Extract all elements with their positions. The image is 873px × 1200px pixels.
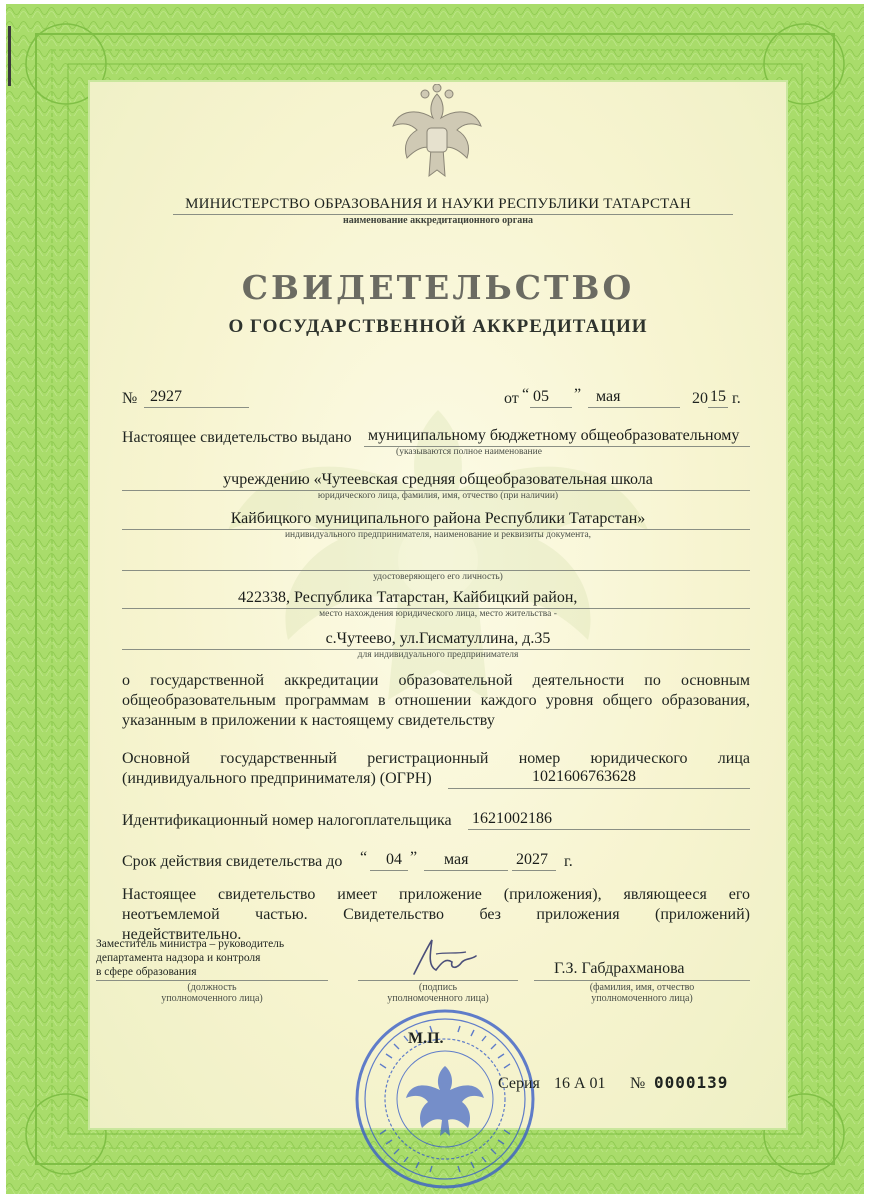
validity-month: мая — [444, 851, 469, 868]
series-value: 16 А 01 — [554, 1075, 606, 1092]
series-label: Серия — [498, 1075, 540, 1092]
ogrn-underline — [448, 788, 750, 789]
caption-name-1: (фамилия, имя, отчество — [589, 982, 695, 993]
year-mark: г. — [732, 390, 741, 407]
caption-name-2: уполномоченного лица) — [591, 993, 693, 1004]
validity-label: Срок действия свидетельства до — [122, 853, 343, 870]
seal-place-label: М.П. — [408, 1030, 444, 1047]
validity-open-quote: “ — [360, 849, 368, 866]
inn-value: 1621002186 — [472, 810, 552, 827]
ministry-caption: наименование аккредитационного органа — [342, 215, 534, 226]
issued-to-label: Настоящее свидетельство выдано — [122, 429, 352, 446]
issue-month: мая — [596, 388, 621, 405]
year-prefix: 20 — [692, 390, 708, 407]
year-underline — [708, 407, 728, 408]
signer-position-line-2: департамента надзора и контроля — [96, 952, 261, 964]
date-close-quote: ” — [574, 386, 582, 403]
appendix-text-line-1: Настоящее свидетельство имеет приложение (приложения), являющееся его — [122, 886, 750, 903]
certificate-inner-panel — [88, 80, 788, 1130]
caption-signature-1: (подпись — [418, 982, 458, 993]
caption-entrepreneur-residence: для индивидуального предпринимателя — [357, 650, 519, 660]
issued-to-line-1: муниципальному бюджетному общеобразовательному — [368, 427, 740, 444]
year-suffix: 15 — [710, 388, 726, 405]
official-seal-icon — [350, 1004, 540, 1194]
validity-close-quote: ” — [410, 849, 418, 866]
ogrn-value: 1021606763628 — [532, 768, 636, 785]
appendix-text-line-2: неотъемлемой частью. Свидетельство без приложения (приложений) — [122, 906, 750, 923]
series-number-label: № — [630, 1075, 646, 1092]
inn-underline — [468, 829, 750, 830]
address-line-2: с.Чутеево, ул.Гисматуллина, д.35 — [325, 630, 551, 647]
ogrn-label-line-2: (индивидуального предпринимателя) (ОГРН) — [122, 770, 432, 787]
signer-position-line-1: Заместитель министра – руководитель — [96, 938, 285, 950]
caption-signature-2: уполномоченного лица) — [387, 993, 489, 1004]
certificate-sheet — [6, 4, 864, 1194]
inn-label: Идентификационный номер налогоплательщика — [122, 812, 452, 829]
validity-year: 2027 — [516, 851, 548, 868]
signer-name: Г.З. Габдрахманова — [554, 960, 685, 977]
date-open-quote: “ — [522, 386, 530, 403]
appendix-text-line-3: недействительно. — [122, 926, 242, 943]
address-line-1: 422338, Республика Татарстан, Кайбицкий район, — [238, 589, 578, 606]
signature-underline — [358, 980, 518, 981]
validity-day: 04 — [386, 851, 402, 868]
page-title: СВИДЕТЕЛЬСТВО — [241, 268, 635, 307]
series-number: 0000139 — [654, 1073, 729, 1092]
signer-position-line-3: в сфере образования — [96, 966, 197, 978]
position-underline — [96, 980, 328, 981]
validity-day-underline — [370, 870, 408, 871]
validity-year-underline — [512, 870, 556, 871]
number-label: № — [122, 390, 138, 407]
scan-edge-mark — [8, 26, 11, 86]
accreditation-text-line-3: указанным в приложении к настоящему свидетельству — [122, 712, 495, 729]
issued-to-line-2: учреждению «Чутеевская средняя общеобразовательная школа — [223, 471, 653, 488]
validity-year-mark: г. — [564, 853, 573, 870]
date-from-label: от — [504, 390, 519, 407]
accreditation-text-line-2: общеобразовательным программам в отношении каждого уровня общего образования, — [122, 692, 750, 709]
accreditation-text-line-1: о государственной аккредитации образовательной деятельности по основным — [122, 672, 750, 689]
number-underline — [144, 407, 249, 408]
caption-identity: удостоверяющего его личность) — [373, 572, 503, 582]
ogrn-label-line-1: Основной государственный регистрационный номер юридического лица — [122, 750, 750, 767]
ministry-name: МИНИСТЕРСТВО ОБРАЗОВАНИЯ И НАУКИ РЕСПУБЛИКИ ТАТАРСТАН — [185, 196, 691, 212]
handwritten-signature-icon — [406, 932, 486, 982]
issue-day: 05 — [533, 388, 549, 405]
coat-of-arms-icon — [387, 84, 487, 194]
month-underline — [588, 407, 680, 408]
name-underline — [534, 980, 750, 981]
caption-position-1: (должность — [187, 982, 237, 993]
caption-full-name: (указываются полное наименование — [396, 447, 542, 457]
validity-month-underline — [424, 870, 508, 871]
issued-to-line-3: Кайбицкого муниципального района Республики Татарстан» — [230, 510, 646, 527]
day-underline — [530, 407, 572, 408]
caption-location: место нахождения юридического лица, место жительства - — [319, 609, 557, 619]
issued-underline-4 — [122, 570, 750, 571]
certificate-number: 2927 — [150, 388, 182, 405]
caption-position-2: уполномоченного лица) — [161, 993, 263, 1004]
caption-entrepreneur: индивидуального предпринимателя, наименование и реквизиты документа, — [284, 530, 592, 540]
caption-legal-entity: юридического лица, фамилия, имя, отчество (при наличии) — [317, 491, 559, 501]
page-subtitle: О ГОСУДАРСТВЕННОЙ АККРЕДИТАЦИИ — [228, 316, 648, 337]
